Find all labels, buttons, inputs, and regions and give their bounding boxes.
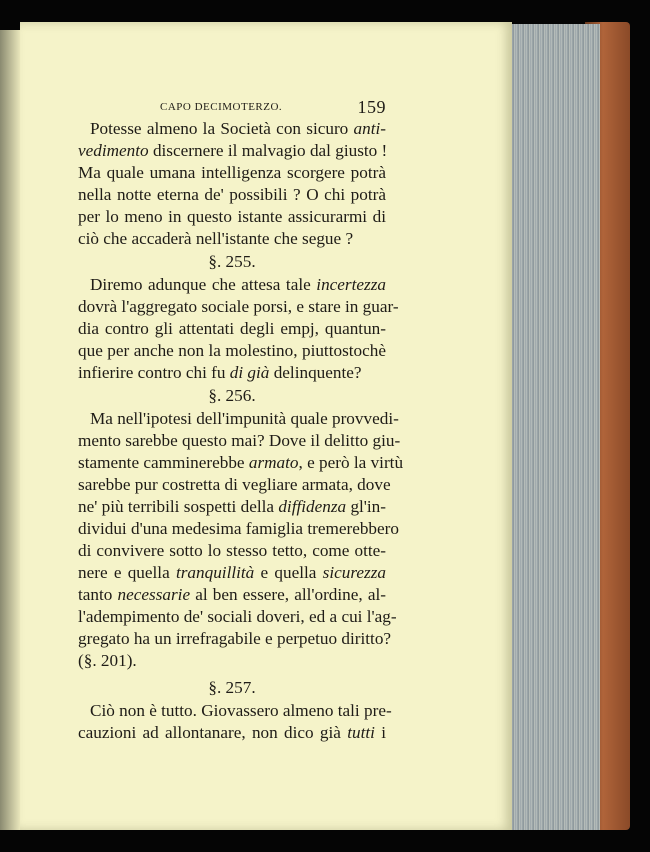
text-segment: e quella <box>254 563 323 582</box>
text-segment: gl'in- <box>346 497 386 516</box>
page-edges <box>505 24 600 830</box>
text-segment: que per anche non la molestino, piuttostochè <box>78 341 386 360</box>
text-segment: al ben essere, all'ordine, al- <box>190 585 386 604</box>
page-text <box>78 96 404 744</box>
text-segment: , e però la virtù <box>298 453 404 472</box>
text-segment: (§. 201). <box>78 651 137 670</box>
text-line <box>78 228 386 250</box>
text-segment: di convivere sotto lo stesso tetto, come otte- <box>78 541 386 560</box>
italic-text: vedimento <box>78 141 149 160</box>
italic-text: tutti <box>347 723 375 742</box>
italic-text: incertezza <box>316 275 386 294</box>
italic-text: armato <box>248 453 299 472</box>
text-line <box>78 184 386 206</box>
text-line <box>78 206 386 228</box>
text-segment: ciò che accaderà nell'istante che segue ? <box>78 229 354 248</box>
text-segment: stamente camminerebbe <box>78 453 249 472</box>
italic-text: necessarie <box>117 585 191 604</box>
text-segment: per lo meno in questo istante assicurarmi di <box>78 207 386 226</box>
text-line <box>78 140 386 162</box>
text-segment: Ciò non è tutto. Giovassero almeno tali pre- <box>90 701 392 720</box>
text-segment: Diremo adunque che attesa tale <box>90 275 317 294</box>
text-line <box>78 274 386 296</box>
text-line <box>78 584 386 606</box>
text-line <box>78 408 399 430</box>
text-segment: dovrà l'aggregato sociale porsi, e stare in guar- <box>78 297 399 316</box>
italic-text: diffidenza <box>278 497 347 516</box>
text-segment: Ma quale umana intelligenza scorgere potrà <box>78 163 386 182</box>
text-line <box>78 452 404 474</box>
section-number: §. 257. <box>208 678 256 697</box>
text-segment: delinquente? <box>269 363 362 382</box>
italic-text: anti- <box>353 119 386 138</box>
text-segment: nere e quella <box>78 563 176 582</box>
text-segment: nella notte eterna de' possibili ? O chi potrà <box>78 185 386 204</box>
text-line <box>78 700 392 722</box>
text-line <box>78 562 386 584</box>
text-segment: ne' più terribili sospetti della <box>78 497 279 516</box>
text-segment: Potesse almeno la Società con sicuro <box>90 119 354 138</box>
text-line <box>78 118 386 140</box>
text-segment: infierire contro chi fu <box>78 363 230 382</box>
text-segment: tanto <box>78 585 118 604</box>
text-line <box>78 628 392 650</box>
text-line <box>78 162 386 184</box>
text-line <box>78 362 386 384</box>
text-segment: sarebbe pur costretta di vegliare armata, dove <box>78 475 391 494</box>
text-line <box>78 518 399 540</box>
previous-page-edge <box>0 30 20 830</box>
text-line <box>78 650 386 672</box>
text-segment: cauzioni ad allontanare, non dico già <box>78 723 348 742</box>
section-number: §. 256. <box>208 386 256 405</box>
text-line <box>78 496 386 518</box>
text-segment: l'adempimento de' sociali doveri, ed a cui l'ag- <box>78 607 397 626</box>
text-line <box>78 430 401 452</box>
text-segment: dia contro gli attentati degli empj, quantun- <box>78 319 386 338</box>
page-number: 159 <box>357 97 386 117</box>
text-line <box>78 540 386 562</box>
text-line <box>78 296 399 318</box>
text-line <box>78 722 386 744</box>
italic-text: sicurezza <box>322 563 387 582</box>
text-line <box>78 474 391 496</box>
running-header <box>78 96 386 118</box>
italic-text: tranquillità <box>175 563 255 582</box>
text-segment: Ma nell'ipotesi dell'impunità quale provvedi- <box>90 409 399 428</box>
body-text <box>78 118 404 744</box>
text-segment: gregato ha un irrefragabile e perpetuo diritto? <box>78 629 392 648</box>
text-line <box>78 318 386 340</box>
text-segment: mento sarebbe questo mai? Dove il delitto giu- <box>78 431 401 450</box>
text-segment: discernere il malvagio dal giusto ! <box>148 141 388 160</box>
running-title: CAPO DECIMOTERZO. <box>160 101 283 113</box>
text-line <box>78 340 386 362</box>
text-line <box>78 606 397 628</box>
text-segment: dividui d'una medesima famiglia tremerebbero <box>78 519 399 538</box>
text-segment: i <box>374 723 387 742</box>
section-number: §. 255. <box>208 252 256 271</box>
italic-text: di già <box>229 363 270 382</box>
